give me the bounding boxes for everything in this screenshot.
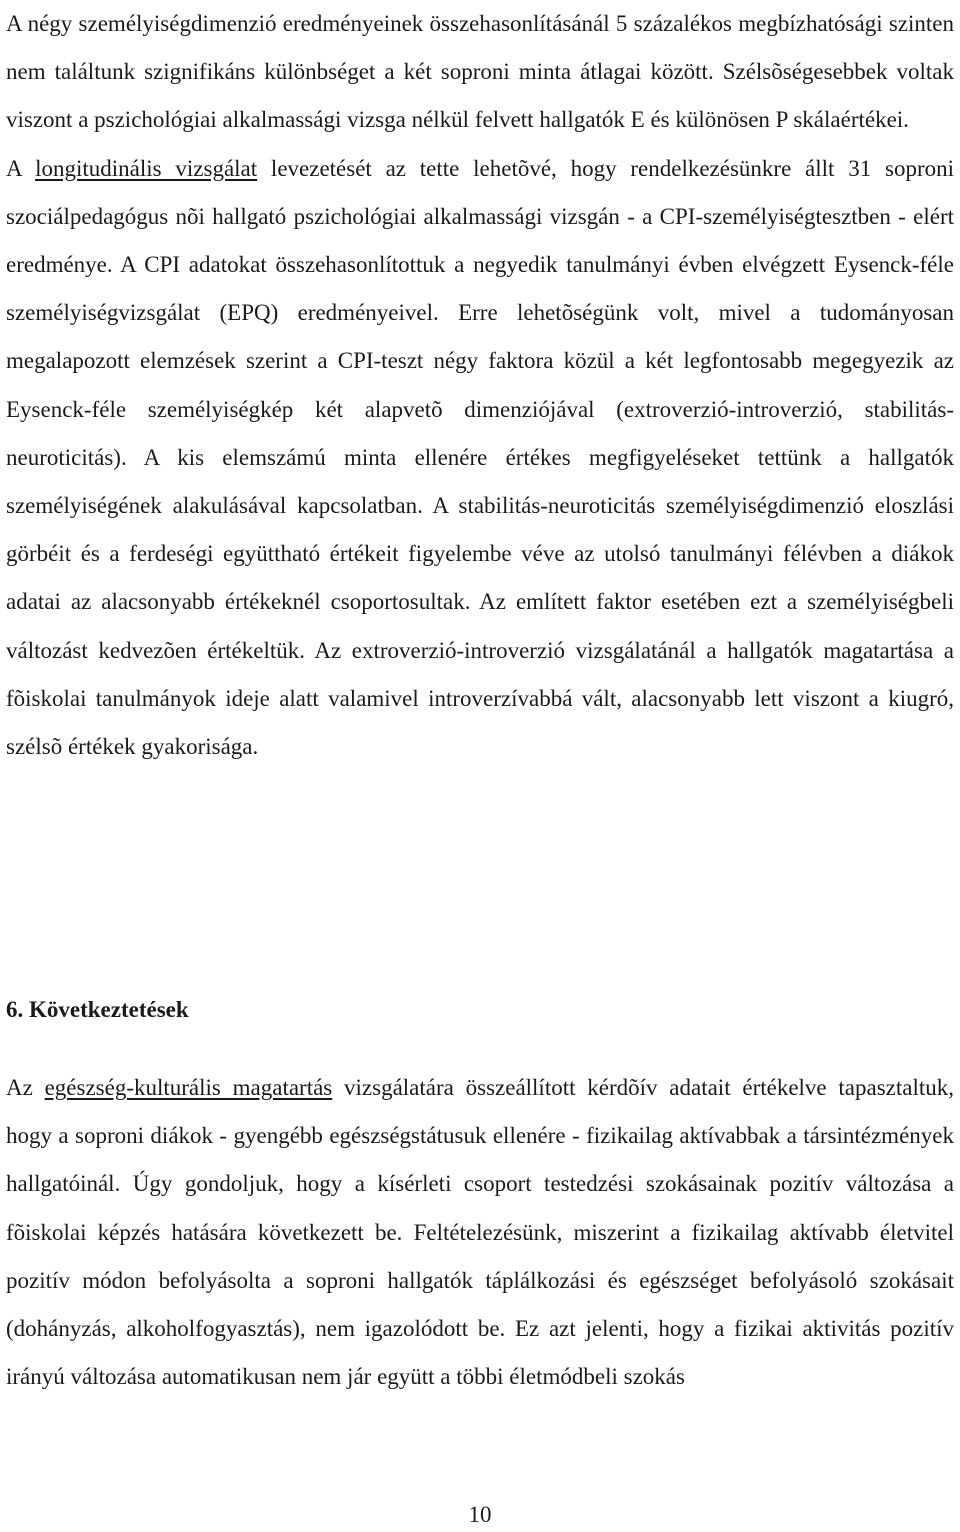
underlined-term-health-culture: egészség-kulturális magatartás — [44, 1075, 333, 1100]
paragraph-lead-text: A — [6, 155, 36, 181]
document-page — [6, 0, 954, 1390]
page-number: 10 — [468, 1502, 492, 1527]
paragraph-personality-comparison: A négy személyiségdimenzió eredményeinek összehasonlításánál 5 százalékos megbízhatósági szinten nem találtunk szignifikáns különbséget a két soproni minta átlagai között. Szélsõségesebbek voltak viszont a pszichológiai alkalmassági vizsga nélkül felvett hallgatók E és különösen P skálaértékei. — [6, 11, 954, 133]
paragraph-health-culture — [6, 1064, 954, 1401]
paragraph-body-text: vizsgálatára összeállított kérdõív adatait értékelve tapasztaltuk, hogy a soproni diákok - gyengébb egészségstátusuk ellenére - fizikailag aktívabbak a társintézmények hallgatóinál. Úgy gondoljuk, hogy a kísérleti csoport testedzési szokásainak pozitív változása a fõiskolai képzés hatására következett be. Feltételezésünk, miszerint a fizikailag aktívabb életvitel pozitív módon befolyásolta a soproni hallgatók táplálkozási és egészséget befolyásoló szokásait (dohányzás, alkoholfogyasztás), nem igazolódott be. Ez azt jelenti, hogy a fizikai aktivitás pozitív irányú változása automatikusan nem jár együtt a többi életmódbeli szokás — [6, 1075, 954, 1390]
paragraph-longitudinal-study — [6, 145, 954, 772]
paragraph-body-text: levezetését az tette lehetõvé, hogy rendelkezésünkre állt 31 soproni szociálpedagógus nõi hallgató pszichológiai alkalmassági vizsgán - a CPI-személyiségtesztben - elért eredménye. A CPI adatokat összehasonlítottuk a negyedik tanulmányi évben elvégzett Eysenck-féle személyiségvizsgálat (EPQ) eredményeivel. Erre lehetõségünk volt, mivel a tudományosan megalapozott elemzések szerint a CPI-teszt négy faktora közül a két legfontosabb megegyezik az Eysenck-féle személyiségkép két alapvetõ dimenziójával (extroverzió-introverzió, stabilitás-neuroticitás). A kis elemszámú minta ellenére értékes megfigyeléseket tettünk a hallgatók személyiségének alakulásával kapcsolatban. A stabilitás-neuroticitás személyiségdimenzió eloszlási görbéit és a ferdeségi együttható értékeit figyelembe véve az utolsó tanulmányi félévben a diákok adatai az alacsonyabb értékeknél csoportosultak. Az említett faktor esetében ezt a személyiségbeli változást kedvezõen értékeltük. Az extroverzió-introverzió vizsgálatánál a hallgatók magatartása a fõiskolai tanulmányok ideje alatt valamivel introverzívabbá vált, alacsonyabb lett viszont a kiugró, szélsõ értékek gyakorisága. — [6, 155, 954, 760]
underlined-term-longitudinal: longitudinális vizsgálat — [35, 155, 258, 181]
paragraph-lead-text: Az — [6, 1075, 45, 1100]
section-heading-conclusions: 6. Következtetések — [6, 997, 189, 1022]
conclusions-section — [6, 1064, 954, 1401]
